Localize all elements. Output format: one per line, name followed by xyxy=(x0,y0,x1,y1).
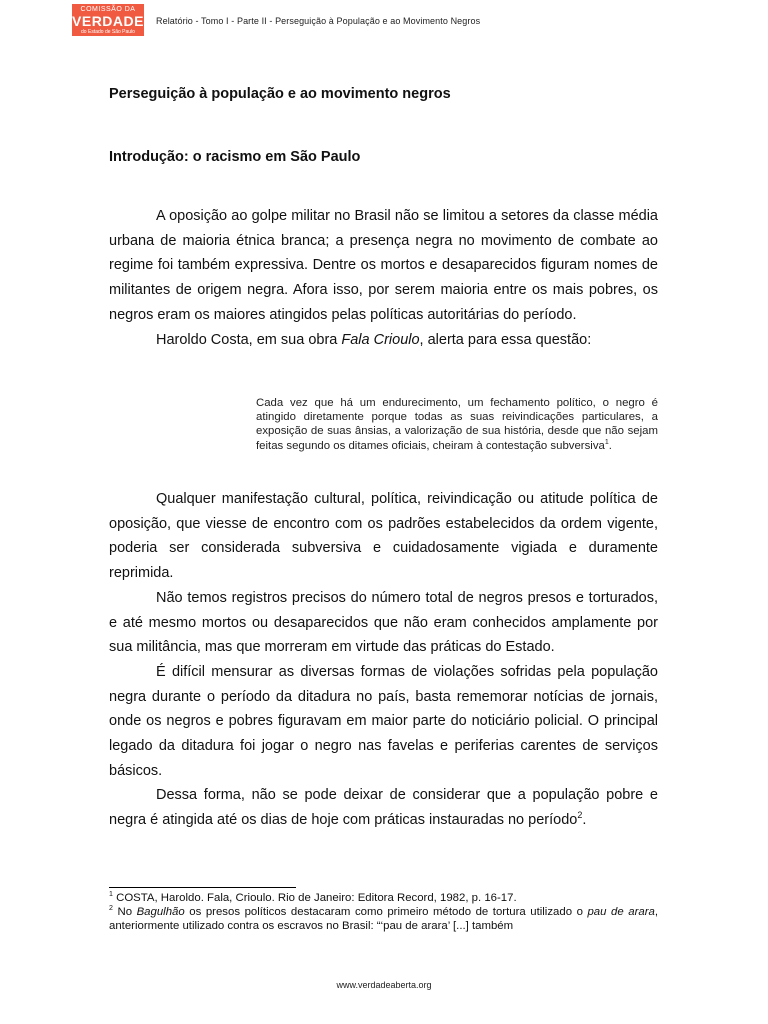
paragraph-1: A oposição ao golpe militar no Brasil não se limitou a setores da classe média urbana de maioria étnica branca; a presença negra no movimento de combate ao regime foi também expressiva. Dentre os mortos e desaparecidos figuram nomes de militantes de origem negra. Afora isso, por serem maioria entre os mais pobres, os negros eram os maiores atingidos pelas políticas autoritárias do período. xyxy=(109,208,658,323)
quote-text: Cada vez que há um endurecimento, um fechamento político, o negro é atingido diretamente porque todas as suas reivindicações particulares, a exposição de suas ânsias, a valorização de sua história, desde que não sejam feitas segundo os ditames oficiais, cheiram à contestação subversiva xyxy=(256,397,658,452)
paragraph-2-lead: Haroldo Costa, em sua obra xyxy=(156,331,342,348)
footnote-ref-1[interactable]: 1 xyxy=(604,438,609,446)
page-title: Perseguição à população e ao movimento negros xyxy=(109,86,451,102)
footnote-ref-2[interactable]: 2 xyxy=(577,810,583,821)
footnotes xyxy=(109,891,658,934)
footnote-divider xyxy=(109,887,296,888)
section-subtitle: Introdução: o racismo em São Paulo xyxy=(109,149,361,165)
logo-line-3: do Estado de São Paulo xyxy=(81,29,135,35)
footnote-2-part-e: , anteriormente utilizado contra os escravos no Brasil: “‘pau de arara’ [...] também xyxy=(109,906,658,933)
footer-url[interactable]: www.verdadeaberta.org xyxy=(336,980,432,990)
footnote-2 xyxy=(109,905,658,933)
quote-end: . xyxy=(608,439,612,452)
paragraph-2 xyxy=(109,328,658,353)
book-title: Fala Crioulo xyxy=(341,331,420,348)
footnote-2-pau-de-arara: pau de arara xyxy=(587,906,655,919)
logo-line-1: COMISSÃO DA xyxy=(80,6,136,13)
paragraph-6 xyxy=(109,783,658,832)
logo-line-2: VERDADE xyxy=(72,13,144,29)
footnote-2-part-c: os presos políticos destacaram como primeiro método de tortura utilizado o xyxy=(184,906,588,919)
comissao-verdade-logo xyxy=(72,4,144,36)
paragraph-5: É difícil mensurar as diversas formas de violações sofridas pela população negra durante o período da ditadura no país, basta rememorar notícias de jornais, onde os negros e pobres figuravam em maior parte do noticiário policial. O principal legado da ditadura foi jogar o negro nas favelas e periferias carentes de serviços básicos. xyxy=(109,663,658,779)
footnote-1 xyxy=(109,891,658,905)
paragraph-4: Não temos registros precisos do número total de negros presos e torturados, e até mesmo mortos ou desaparecidos que não eram conhecidos amplamente por sua militância, mas que morreram em virtude das práticas do Estado. xyxy=(109,589,658,656)
footnote-2-number: 2 xyxy=(109,905,113,913)
block-quote xyxy=(256,396,658,453)
footnote-1-text: COSTA, Haroldo. Fala, Crioulo. Rio de Janeiro: Editora Record, 1982, p. 16-17. xyxy=(112,892,517,904)
footnote-2-bagulhao: Bagulhão xyxy=(136,906,185,919)
body-text-top xyxy=(109,204,658,352)
paragraph-6-text: Dessa forma, não se pode deixar de considerar que a população pobre e negra é atingida até os dias de hoje com práticas instauradas no período xyxy=(109,787,658,829)
paragraph-3: Qualquer manifestação cultural, política, reivindicação ou atitude política de oposição, que viesse de encontro com os padrões estabelecidos da ordem vigente, poderia ser considerada subversiva e cuidadosamente vigiada e duramente reprimida. xyxy=(109,491,658,582)
paragraph-6-end: . xyxy=(582,812,587,829)
running-header: Relatório - Tomo I - Parte II - Perseguição à População e ao Movimento Negros xyxy=(156,16,481,26)
body-text-bottom xyxy=(109,487,658,833)
footnote-1-number: 1 xyxy=(109,891,113,899)
paragraph-2-tail: , alerta para essa questão: xyxy=(419,331,592,348)
footnote-2-part-a: No xyxy=(112,906,137,919)
